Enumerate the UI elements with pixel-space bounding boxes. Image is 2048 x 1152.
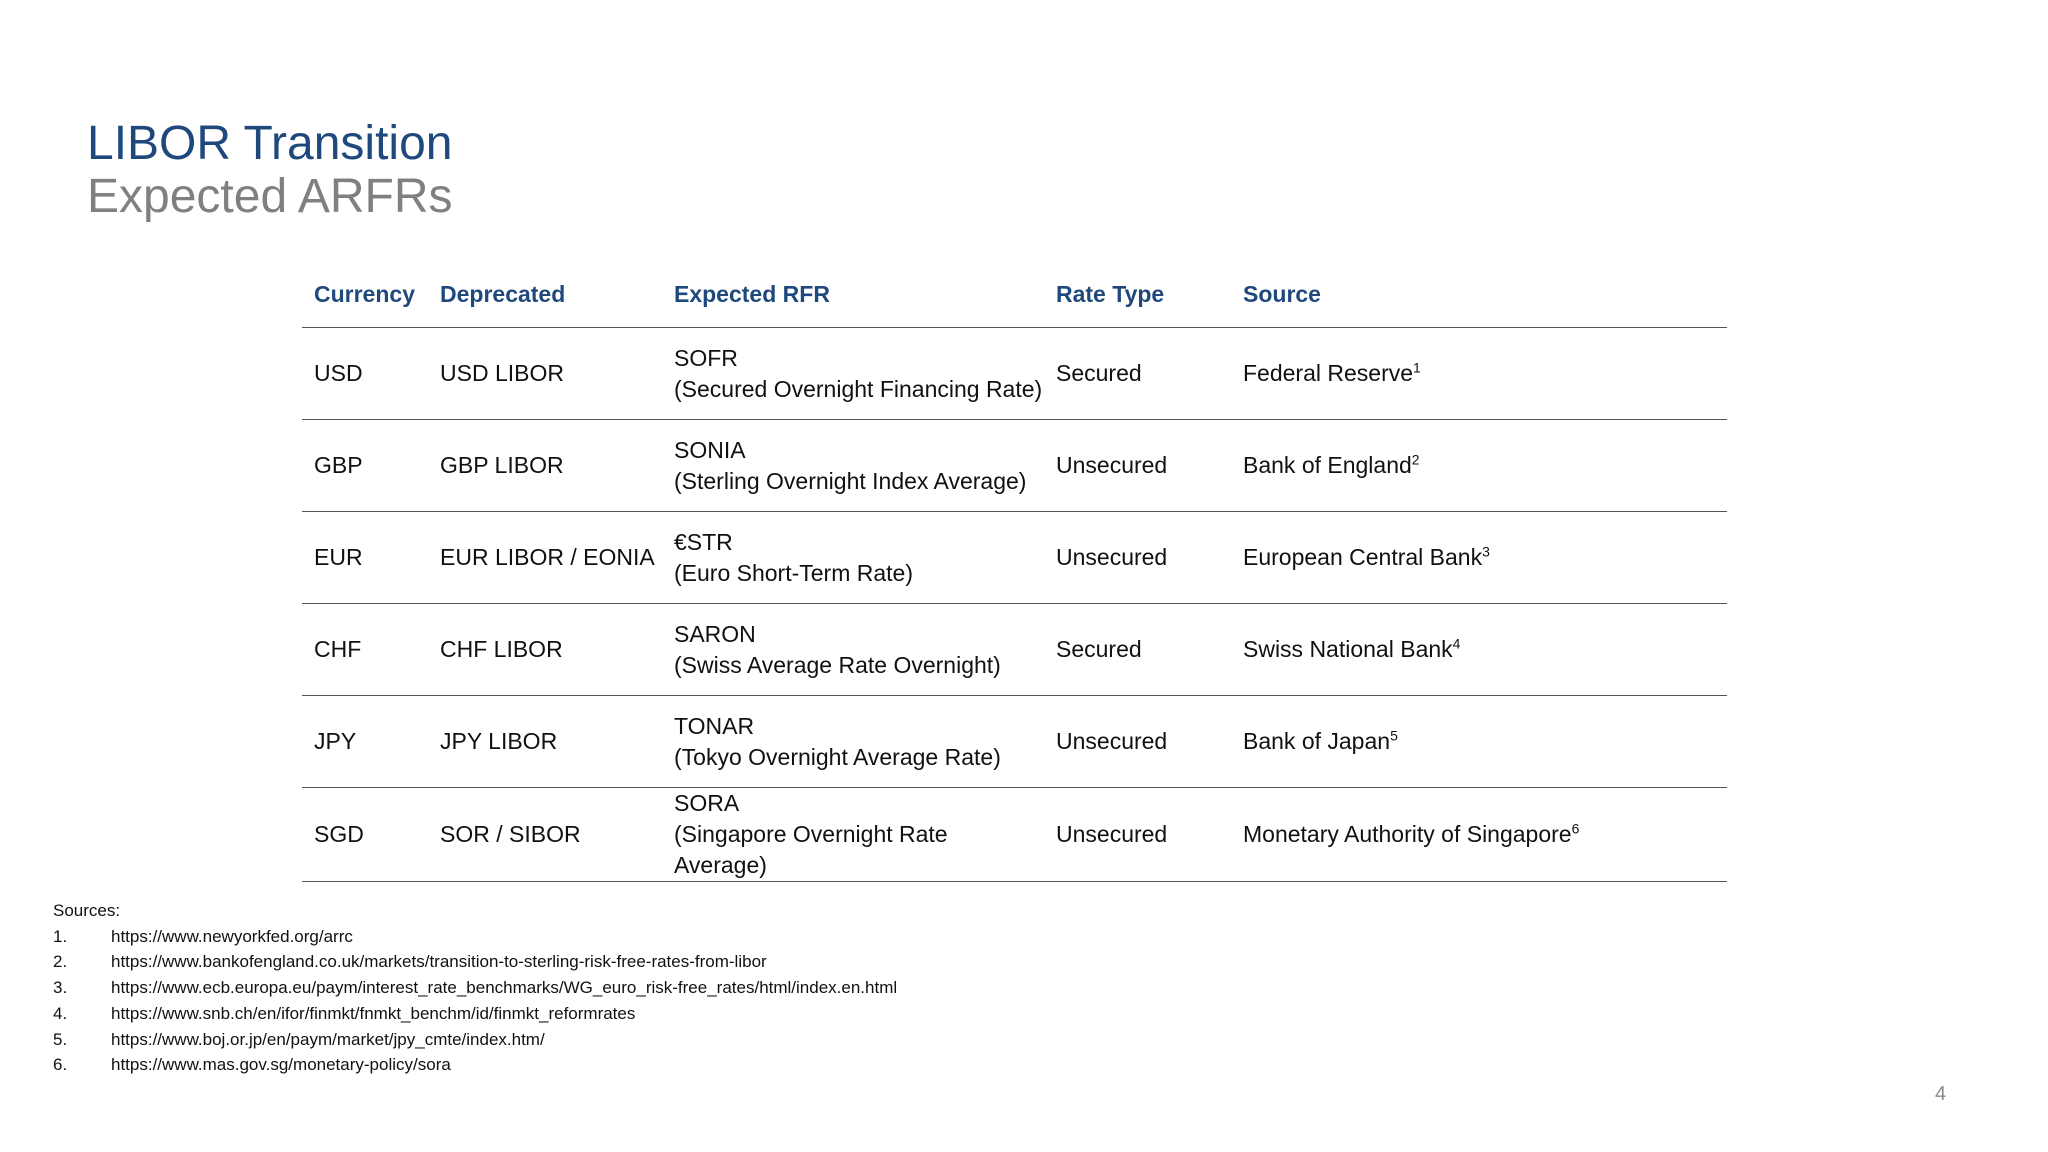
footnote-ref: 4 <box>1452 635 1461 652</box>
table-row <box>302 788 1727 882</box>
footnote-ref: 5 <box>1390 727 1398 744</box>
rfr-code: €STR <box>674 528 733 555</box>
page-number: 4 <box>1935 1083 1947 1105</box>
source-item <box>53 1027 897 1053</box>
footnote-ref: 1 <box>1413 359 1421 376</box>
source-number: 5. <box>53 1029 68 1049</box>
source-url[interactable]: https://www.newyorkfed.org/arrc <box>111 926 353 946</box>
rfr-name: (Tokyo Overnight Average Rate) <box>674 743 1001 770</box>
rate-type-cell: Unsecured <box>1044 788 1231 882</box>
currency-cell: CHF <box>302 604 428 696</box>
header-rate-type: Rate Type <box>1044 262 1231 328</box>
source-url[interactable]: https://www.ecb.europa.eu/paym/interest_rate_benchmarks/WG_euro_risk-free_rates/html/index.en.html <box>111 978 898 998</box>
footnote-ref: 3 <box>1482 543 1490 560</box>
rfr-name: (Singapore Overnight Rate Average) <box>674 821 948 878</box>
slide-subtitle: Expected ARFRs <box>87 170 453 223</box>
source-url[interactable]: https://www.snb.ch/en/ifor/finmkt/fnmkt_benchm/id/finmkt_reformrates <box>111 1003 636 1023</box>
deprecated-cell: GBP LIBOR <box>428 420 662 512</box>
source-name: Swiss National Bank <box>1243 636 1453 662</box>
source-cell <box>1231 788 1727 882</box>
sources-section <box>53 898 897 1078</box>
expected-rfr-cell <box>662 420 1044 512</box>
source-number: 2. <box>53 952 68 972</box>
deprecated-cell: USD LIBOR <box>428 328 662 420</box>
source-number: 3. <box>53 978 68 998</box>
sources-heading: Sources: <box>53 901 121 920</box>
source-url[interactable]: https://www.boj.or.jp/en/paym/market/jpy_cmte/index.htm/ <box>111 1029 545 1049</box>
footnote-ref: 6 <box>1571 820 1580 837</box>
source-url[interactable]: https://www.bankofengland.co.uk/markets/transition-to-sterling-risk-free-rates-from-libor <box>111 952 767 972</box>
source-item <box>53 924 897 950</box>
source-number: 4. <box>53 1003 68 1023</box>
source-cell <box>1231 420 1727 512</box>
header-currency: Currency <box>302 262 428 328</box>
source-number: 1. <box>53 926 68 946</box>
expected-rfr-cell <box>662 788 1044 882</box>
table-row <box>302 604 1727 696</box>
rate-type-cell: Unsecured <box>1044 512 1231 604</box>
slide-title: LIBOR Transition <box>87 117 453 170</box>
expected-rfr-cell <box>662 696 1044 788</box>
rfr-code: SARON <box>674 620 756 647</box>
table-row <box>302 420 1727 512</box>
rate-type-cell: Secured <box>1044 604 1231 696</box>
expected-rfr-cell <box>662 512 1044 604</box>
rfr-code: SOFR <box>674 344 738 371</box>
rate-type-cell: Unsecured <box>1044 420 1231 512</box>
source-number: 6. <box>53 1055 68 1075</box>
source-cell <box>1231 696 1727 788</box>
rfr-name: (Swiss Average Rate Overnight) <box>674 651 1001 678</box>
sources-list <box>53 924 897 1078</box>
header-source: Source <box>1231 262 1727 328</box>
source-url[interactable]: https://www.mas.gov.sg/monetary-policy/sora <box>111 1055 451 1075</box>
currency-cell: JPY <box>302 696 428 788</box>
rfr-name: (Euro Short-Term Rate) <box>674 559 914 586</box>
rfr-code: SORA <box>674 790 740 816</box>
rfr-code: TONAR <box>674 712 755 739</box>
source-cell <box>1231 512 1727 604</box>
header-deprecated: Deprecated <box>428 262 662 328</box>
source-item <box>53 949 897 975</box>
source-item <box>53 975 897 1001</box>
deprecated-cell: SOR / SIBOR <box>428 788 662 882</box>
source-cell <box>1231 328 1727 420</box>
expected-rfr-cell <box>662 604 1044 696</box>
header-expected-rfr: Expected RFR <box>662 262 1044 328</box>
rfr-name: (Secured Overnight Financing Rate) <box>674 375 1043 402</box>
table-row <box>302 328 1727 420</box>
currency-cell: GBP <box>302 420 428 512</box>
deprecated-cell: EUR LIBOR / EONIA <box>428 512 662 604</box>
expected-rfr-cell <box>662 328 1044 420</box>
arfr-table <box>302 262 1727 882</box>
table-row <box>302 696 1727 788</box>
table-header-row <box>302 262 1727 328</box>
source-name: Federal Reserve <box>1243 360 1414 386</box>
source-item <box>53 1001 897 1027</box>
source-name: Monetary Authority of Singapore <box>1243 821 1572 847</box>
deprecated-cell: CHF LIBOR <box>428 604 662 696</box>
deprecated-cell: JPY LIBOR <box>428 696 662 788</box>
rate-type-cell: Unsecured <box>1044 696 1231 788</box>
currency-cell: SGD <box>302 788 428 882</box>
rfr-name: (Sterling Overnight Index Average) <box>674 467 1027 494</box>
footnote-ref: 2 <box>1411 451 1420 468</box>
table-row <box>302 512 1727 604</box>
rate-type-cell: Secured <box>1044 328 1231 420</box>
source-item <box>53 1052 897 1078</box>
source-name: Bank of Japan <box>1243 728 1391 754</box>
currency-cell: EUR <box>302 512 428 604</box>
source-name: Bank of England <box>1243 452 1412 478</box>
source-name: European Central Bank <box>1243 544 1483 570</box>
currency-cell: USD <box>302 328 428 420</box>
source-cell <box>1231 604 1727 696</box>
rfr-code: SONIA <box>674 436 746 463</box>
